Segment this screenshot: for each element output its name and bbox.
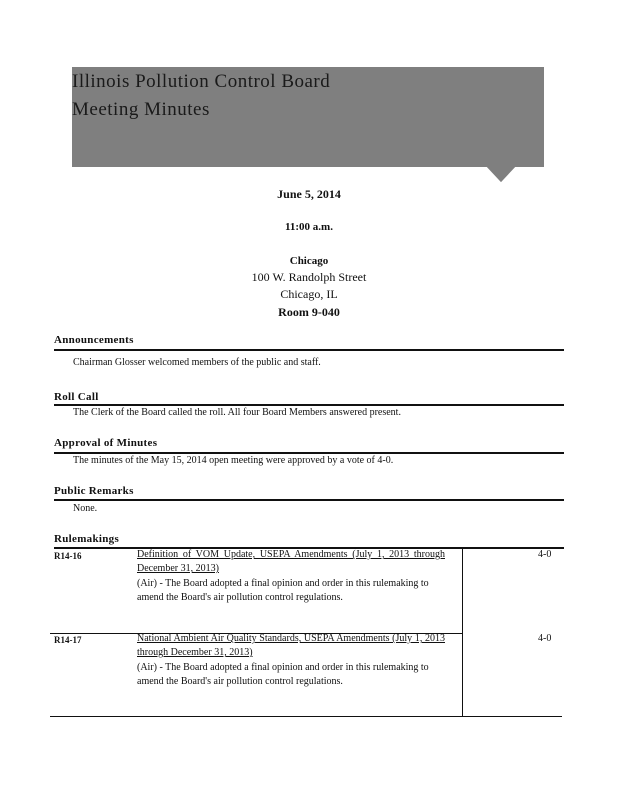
meeting-date: June 5, 2014 xyxy=(277,187,341,201)
rulemaking-description: (Air) - The Board adopted a final opinion and order in this rulemaking to amend the Board's air pollution control regulations. xyxy=(137,578,429,603)
title-banner xyxy=(72,67,544,167)
meeting-address: 100 W. Randolph Street xyxy=(251,270,367,284)
meeting-city-state: Chicago, IL xyxy=(280,287,338,301)
rulemaking-title: National Ambient Air Quality Standards, USEPA Amendments (July 1, 2013 through December 31, 2013) xyxy=(137,633,445,658)
approval-heading: Approval of Minutes xyxy=(54,437,158,449)
rulemakings-heading: Rulemakings xyxy=(54,533,120,545)
section-divider xyxy=(54,349,564,351)
announcements-text: Chairman Glosser welcomed members of the public and staff. xyxy=(73,357,321,368)
public-remarks-text: None. xyxy=(73,503,98,514)
rulemaking-number: R14-17 xyxy=(54,635,82,645)
rulemakings-table-bottom-border xyxy=(50,716,562,717)
document-title: Illinois Pollution Control Board xyxy=(72,71,331,92)
rulemaking-number: R14-16 xyxy=(54,551,82,561)
approval-text: The minutes of the May 15, 2014 open meeting were approved by a vote of 4-0. xyxy=(73,455,394,466)
meeting-room: Room 9-040 xyxy=(278,305,340,319)
announcements-heading: Announcements xyxy=(54,334,134,346)
banner-notch-icon xyxy=(486,167,516,185)
section-divider xyxy=(54,404,564,406)
roll-call-heading: Roll Call xyxy=(54,391,99,403)
rulemaking-description: (Air) - The Board adopted a final opinion and order in this rulemaking to amend the Board's air pollution control regulations. xyxy=(137,662,429,687)
section-divider xyxy=(54,452,564,454)
meeting-time: 11:00 a.m. xyxy=(285,221,333,233)
document-subtitle: Meeting Minutes xyxy=(72,99,210,120)
rulemakings-table-column-divider xyxy=(462,547,463,717)
roll-call-text: The Clerk of the Board called the roll. All four Board Members answered present. xyxy=(73,407,401,418)
meeting-city: Chicago xyxy=(289,255,329,267)
public-remarks-heading: Public Remarks xyxy=(54,485,134,497)
rulemaking-vote: 4-0 xyxy=(538,549,552,560)
rulemaking-vote: 4-0 xyxy=(538,633,552,644)
rulemaking-title: Definition of VOM Update, USEPA Amendments (July 1, 2013 through December 31, 2013) xyxy=(137,549,445,574)
section-divider xyxy=(54,499,564,501)
